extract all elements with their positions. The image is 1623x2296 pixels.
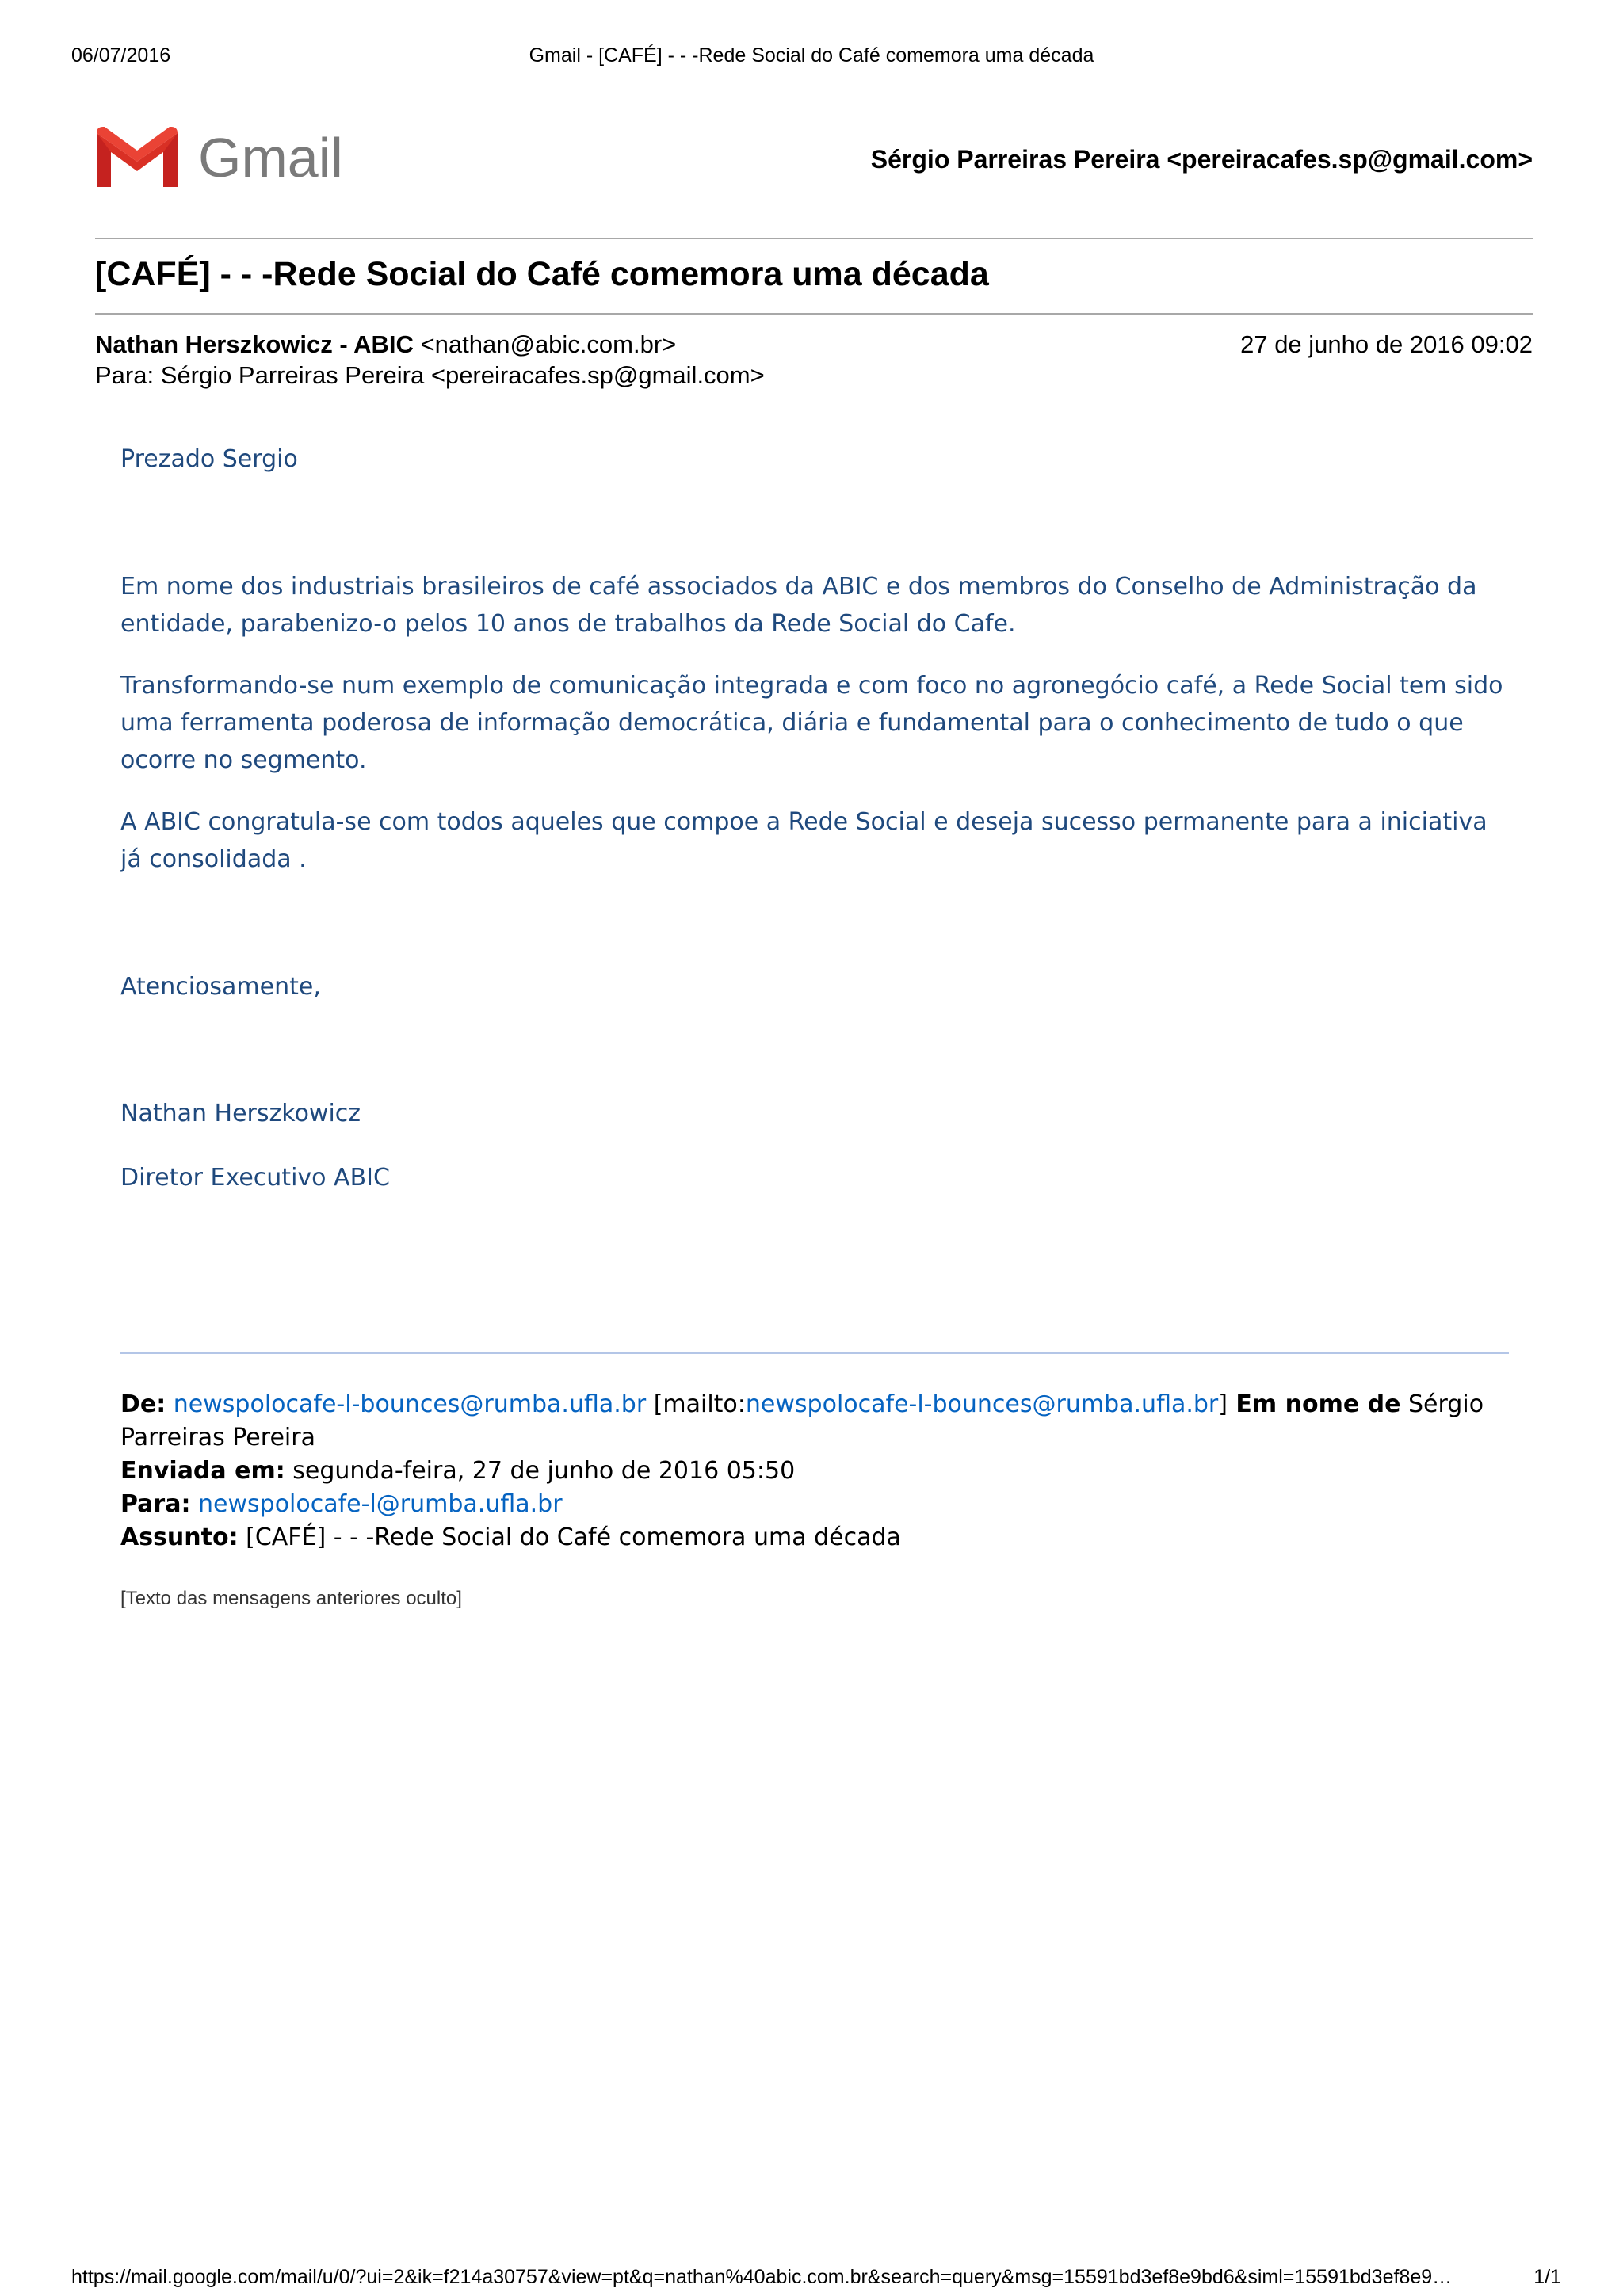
gmail-envelope-icon	[94, 125, 181, 190]
forwarded-subject-label: Assunto:	[120, 1524, 239, 1551]
gmail-logo-text: Gmail	[198, 127, 343, 189]
print-title: Gmail - [CAFÉ] - - -Rede Social do Café comemora uma década	[529, 44, 1094, 67]
on-behalf-label: Em nome de	[1227, 1390, 1401, 1418]
forwarded-sent-value: segunda-feira, 27 de junho de 2016 05:50	[285, 1457, 796, 1485]
forward-separator	[120, 1352, 1509, 1354]
mailto-prefix: [mailto:	[646, 1390, 746, 1418]
forwarded-sent-label: Enviada em:	[120, 1457, 285, 1485]
mailto-suffix: ]	[1218, 1390, 1228, 1418]
forwarded-from-line	[120, 1388, 1515, 1455]
message-date: 27 de junho de 2016 09:02	[1240, 330, 1533, 358]
body-greeting: Prezado Sergio	[120, 445, 298, 473]
forwarded-from-link[interactable]: newspolocafe-l-bounces@rumba.ufla.br	[173, 1390, 647, 1418]
forwarded-to-label: Para:	[120, 1490, 191, 1518]
signature-title: Diretor Executivo ABIC	[120, 1164, 390, 1192]
body-paragraph-2: Transformando-se num exemplo de comunicação integrada e com foco no agronegócio café, a Rede Social tem sido uma ferramenta poderosa de informação democrática, diária e fundamental para o conhecimento de tudo o que ocorre no segmento.	[120, 672, 1503, 774]
on-behalf-name: Sérgio Parreiras Pereira	[120, 1390, 1484, 1451]
forwarded-header	[120, 1388, 1515, 1554]
body-paragraph-1: Em nome dos industriais brasileiros de café associados da ABIC e dos membros do Conselho de Administração da entidade, parabenizo-o pelos 10 anos de trabalhos da Rede Social do Cafe.	[120, 573, 1477, 638]
sender-email: <nathan@abic.com.br>	[413, 330, 677, 358]
message-subject: [CAFÉ] - - -Rede Social do Café comemora uma década	[95, 255, 989, 293]
sender-line	[95, 330, 676, 359]
hidden-quoted-text-note[interactable]: [Texto das mensagens anteriores oculto]	[120, 1588, 462, 1609]
print-footer-url: https://mail.google.com/mail/u/0/?ui=2&ik=f214a30757&view=pt&q=nathan%40abic.com.br&search=query&msg=15591bd3ef8e9bd6&siml=15591bd3ef8e9…	[71, 2266, 1453, 2288]
sender-name: Nathan Herszkowicz - ABIC	[95, 330, 414, 358]
mailto-link[interactable]: newspolocafe-l-bounces@rumba.ufla.br	[745, 1390, 1219, 1418]
print-date: 06/07/2016	[71, 44, 171, 67]
signature-name: Nathan Herszkowicz	[120, 1100, 361, 1127]
forwarded-from-label: De:	[120, 1390, 166, 1418]
subject-divider	[95, 313, 1533, 315]
account-label: Sérgio Parreiras Pereira <pereiracafes.sp@gmail.com>	[870, 145, 1533, 174]
forwarded-subject-value: [CAFÉ] - - -Rede Social do Café comemora uma década	[238, 1524, 901, 1551]
recipient-line: Para: Sérgio Parreiras Pereira <pereiracafes.sp@gmail.com>	[95, 361, 765, 389]
forwarded-sent-line	[120, 1455, 1515, 1488]
forwarded-to-link[interactable]: newspolocafe-l@rumba.ufla.br	[198, 1490, 563, 1518]
body-paragraph-3: A ABIC congratula-se com todos aqueles que compoe a Rede Social e deseja sucesso permanente para a iniciativa já consolidada .	[120, 808, 1487, 873]
forwarded-to-line	[120, 1488, 1515, 1521]
header-divider	[95, 238, 1533, 239]
gmail-logo[interactable]	[94, 125, 343, 190]
forwarded-subject-line	[120, 1521, 1515, 1554]
print-footer-page: 1/1	[1533, 2266, 1561, 2288]
body-closing: Atenciosamente,	[120, 973, 321, 1001]
